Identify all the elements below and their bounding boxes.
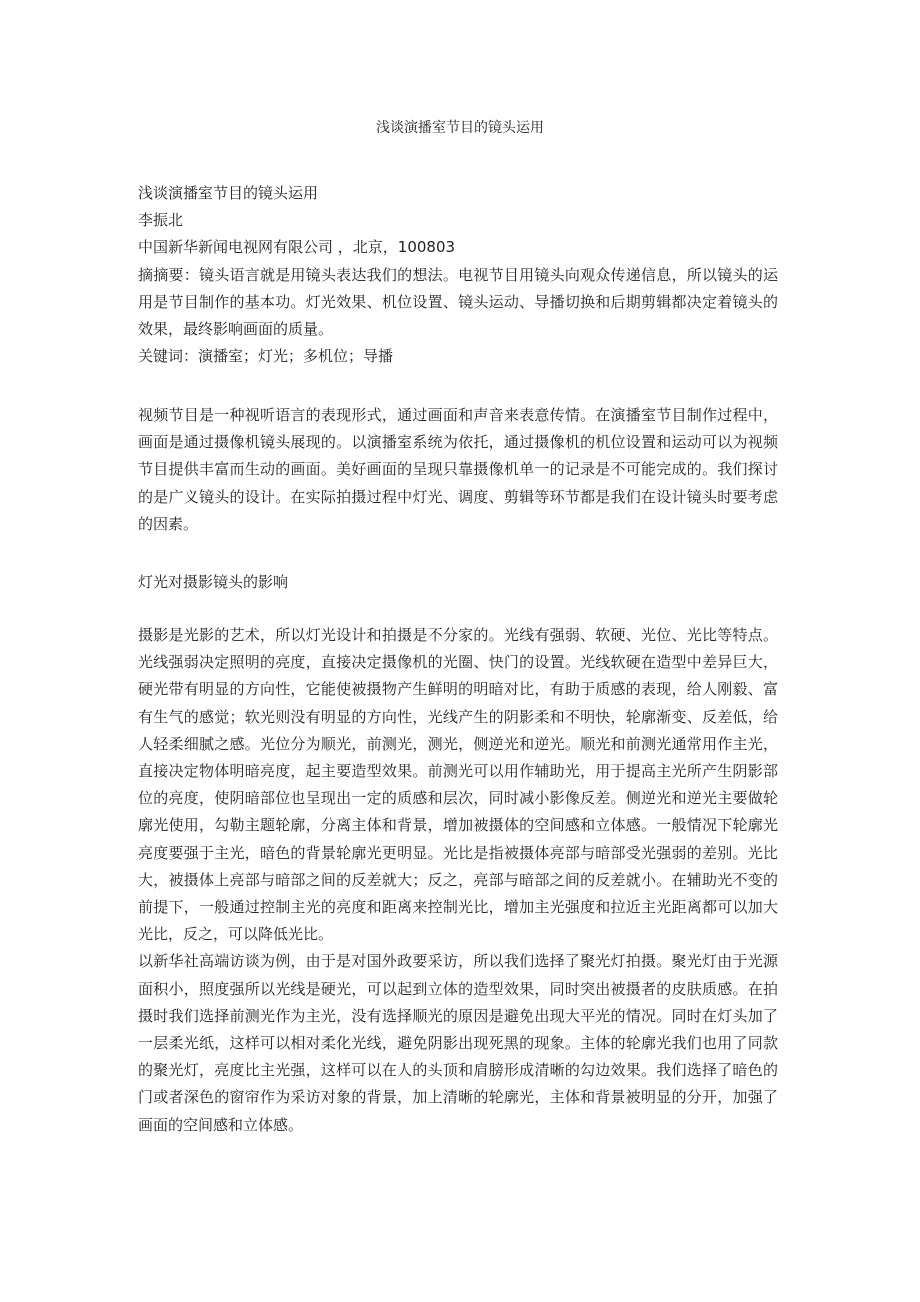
author-name: 李振北 bbox=[138, 211, 184, 230]
abstract-paragraph: 摘摘要：镜头语言就是用镜头表达我们的想法。电视节目用镜头向观众传递信息，所以镜头的运用是节目制作的基本功。灯光效果、机位设置、镜头运动、导播切换和后期剪辑都决定着镜头的效果，最终影响画面的质量。 bbox=[138, 265, 778, 339]
body-paragraph: 摄影是光影的艺术，所以灯光设计和拍摄是不分家的。光线有强弱、软硬、光位、光比等特点。光线强弱决定照明的亮度，直接决定摄像机的光圈、快门的设置。光线软硬在造型中差异巨大，硬光带有明显的方向性，它能使被摄物产生鲜明的明暗对比，有助于质感的表现，给人刚毅、富有生气的感觉；软光则没有明显的方向性，光线产生的阴影柔和不明快，轮廓渐变、反差低，给人轻柔细腻之感。光位分为顺光，前测光，测光，侧逆光和逆光。顺光和前测光通常用作主光，直接决定物体明暗亮度，起主要造型效果。前测光可以用作辅助光，用于提高主光所产生阴影部位的亮度，使阴暗部位也呈现出一定的质感和层次，同时减小影像反差。侧逆光和逆光主要做轮廓光使用，勾勒主题轮廓，分离主体和背景，增加被摄体的空间感和立体感。一般情况下轮廓光亮度要强于主光，暗色的背景轮廓光更明显。光比是指被摄体亮部与暗部受光强弱的差别。光比大，被摄体上亮部与暗部之间的反差就大；反之，亮部与暗部之间的反差就小。在辅助光不变的前提下，一般通过控制主光的亮度和距离来控制光比，增加主光强度和拉近主光距离都可以加大光比，反之，可以降低光比。 bbox=[138, 626, 778, 944]
article-meta bbox=[138, 180, 778, 370]
document-title: 浅谈演播室节目的镜头运用 bbox=[376, 120, 544, 136]
intro-section bbox=[138, 402, 778, 538]
keywords-line: 关键词：演播室；灯光；多机位；导播 bbox=[138, 347, 394, 366]
author-affiliation: 中国新华新闻电视网有限公司 ，北京，100803 bbox=[138, 238, 456, 257]
section-heading-text: 灯光对摄影镜头的影响 bbox=[138, 573, 289, 591]
body-paragraph: 以新华社高端访谈为例，由于是对国外政要采访，所以我们选择了聚光灯拍摄。聚光灯由于光源面积小，照度强所以光线是硬光，可以起到立体的造型效果，同时突出被摄者的皮肤质感。在拍摄时我们选择前测光作为主光，没有选择顺光的原因是避免出现大平光的情况。同时在灯头加了一层柔光纸，这样可以相对柔化光线，避免阴影出现死黑的现象。主体的轮廓光我们也用了同款的聚光灯，亮度比主光强，这样可以在人的头顶和肩膀形成清晰的勾边效果。我们选择了暗色的门或者深色的窗帘作为采访对象的背景，加上清晰的轮廓光，主体和背景被明显的分开，加强了画面的空间感和立体感。 bbox=[138, 952, 778, 1134]
article-subtitle: 浅谈演播室节目的镜头运用 bbox=[138, 184, 319, 202]
intro-paragraph: 视频节目是一种视听语言的表现形式，通过画面和声音来表意传情。在演播室节目制作过程中，画面是通过摄像机镜头展现的。以演播室系统为依托，通过摄像机的机位设置和运动可以为视频节目提供丰富而生动的画面。美好画面的呈现只靠摄像机单一的记录是不可能完成的。我们探讨的是广义镜头的设计。在实际拍摄过程中灯光、调度、剪辑等环节都是我们在设计镜头时要考虑的因素。 bbox=[138, 406, 778, 533]
section-body bbox=[138, 622, 778, 1139]
section-heading bbox=[138, 569, 778, 596]
